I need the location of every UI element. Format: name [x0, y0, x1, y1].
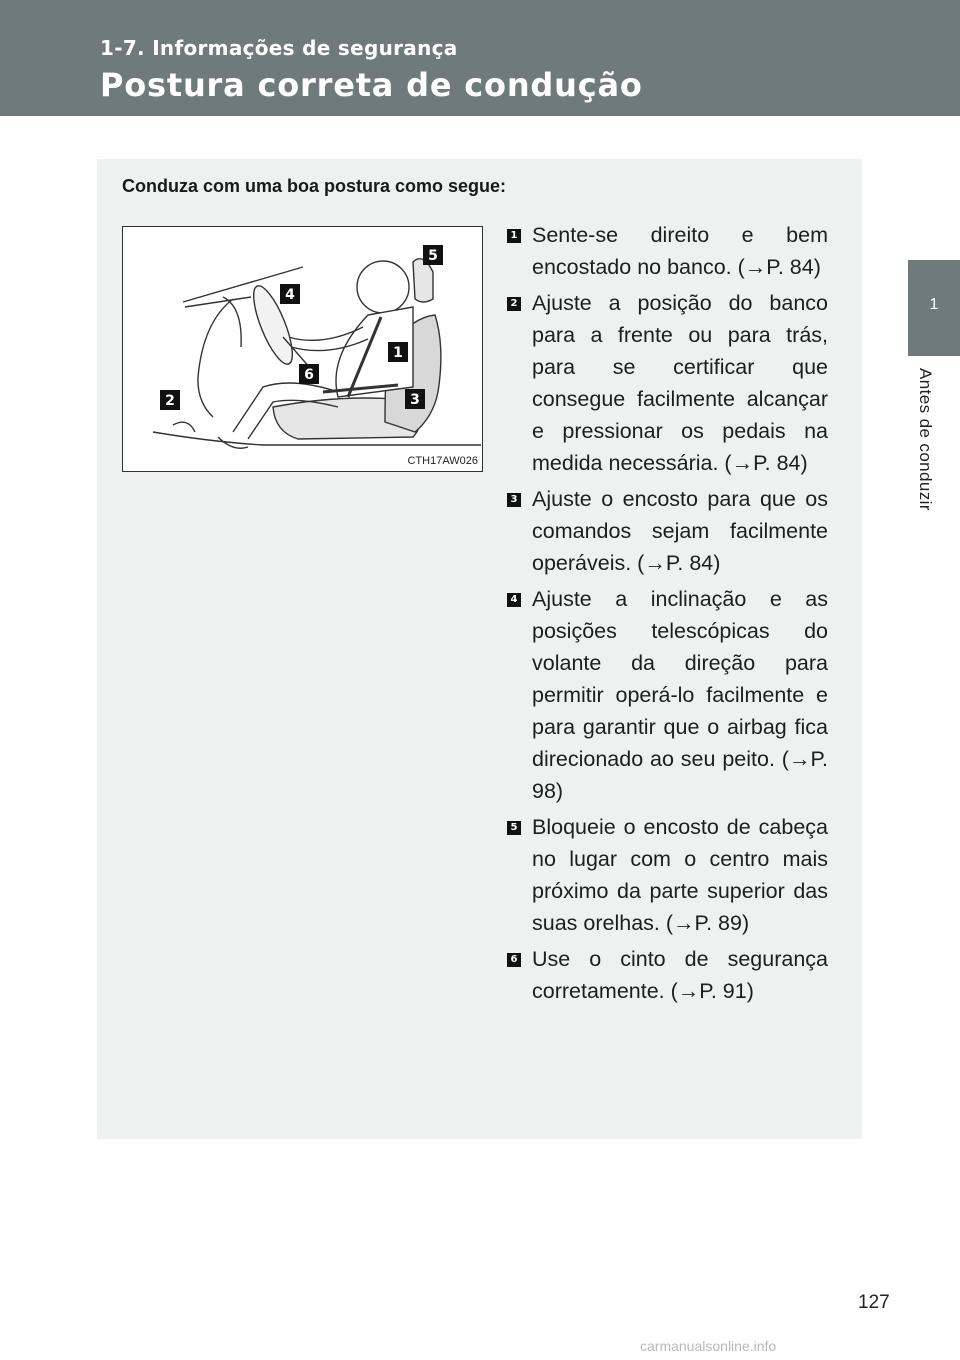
callout-1	[388, 342, 408, 362]
callout-6-label: 6	[304, 367, 314, 383]
instruction-item	[507, 483, 828, 579]
instruction-text: Use o cinto de segurança corretamente. (→P. 91)	[532, 947, 828, 1003]
callout-3-label: 3	[410, 392, 420, 408]
callout-5-label: 5	[428, 248, 438, 264]
callout-4	[280, 284, 300, 304]
intro-text: Conduza com uma boa postura como segue:	[122, 176, 507, 196]
item-number-badge: 3	[507, 493, 521, 507]
watermark: carmanualsonline.info	[640, 1338, 777, 1354]
chapter-tab: 1	[908, 260, 960, 356]
callout-6	[299, 364, 319, 384]
page-title: Postura correta de condução	[100, 66, 643, 104]
page-header	[0, 0, 960, 116]
posture-instructions	[507, 219, 828, 1011]
item-number-badge: 1	[507, 229, 521, 243]
driver-seat-drawing	[123, 227, 481, 470]
callout-2	[160, 390, 180, 410]
instruction-text: Ajuste a posição do banco para a frente ou para trás, para se certificar que consegue facilmente alcançar e pressionar os pedais na medida necessária. (→P. 84)	[532, 291, 828, 475]
callout-1-label: 1	[393, 345, 403, 361]
section-heading: 1-7. Informações de segurança	[100, 36, 458, 60]
instruction-text: Ajuste a inclinação e as posições telescópicas do volante da direção para permitir operá-lo facilmente e para garantir que o airbag fica direcionado ao seu peito. (→P. 98)	[532, 587, 828, 803]
chapter-label: Antes de conduzir	[916, 368, 935, 511]
figure-code: CTH17AW026	[407, 455, 478, 467]
instruction-text: Bloqueie o encosto de cabeça no lugar com o centro mais próximo da parte superior das suas orelhas. (→P. 89)	[532, 815, 828, 935]
item-number-badge: 6	[507, 953, 521, 967]
callout-2-label: 2	[165, 393, 175, 409]
callout-5	[423, 245, 443, 265]
content-panel	[97, 159, 862, 1139]
callout-3	[405, 389, 425, 409]
item-number-badge: 4	[507, 593, 521, 607]
instruction-item	[507, 943, 828, 1007]
instruction-item	[507, 811, 828, 939]
callout-4-label: 4	[285, 287, 295, 303]
instruction-item	[507, 219, 828, 283]
item-number-badge: 5	[507, 821, 521, 835]
driving-posture-illustration	[122, 226, 483, 472]
page-number: 127	[858, 1292, 890, 1313]
instruction-text: Ajuste o encosto para que os comandos sejam facilmente operáveis. (→P. 84)	[532, 487, 828, 575]
instruction-item	[507, 287, 828, 479]
item-number-badge: 2	[507, 297, 521, 311]
instruction-text: Sente-se direito e bem encostado no banco. (→P. 84)	[532, 223, 828, 279]
instruction-item	[507, 583, 828, 807]
